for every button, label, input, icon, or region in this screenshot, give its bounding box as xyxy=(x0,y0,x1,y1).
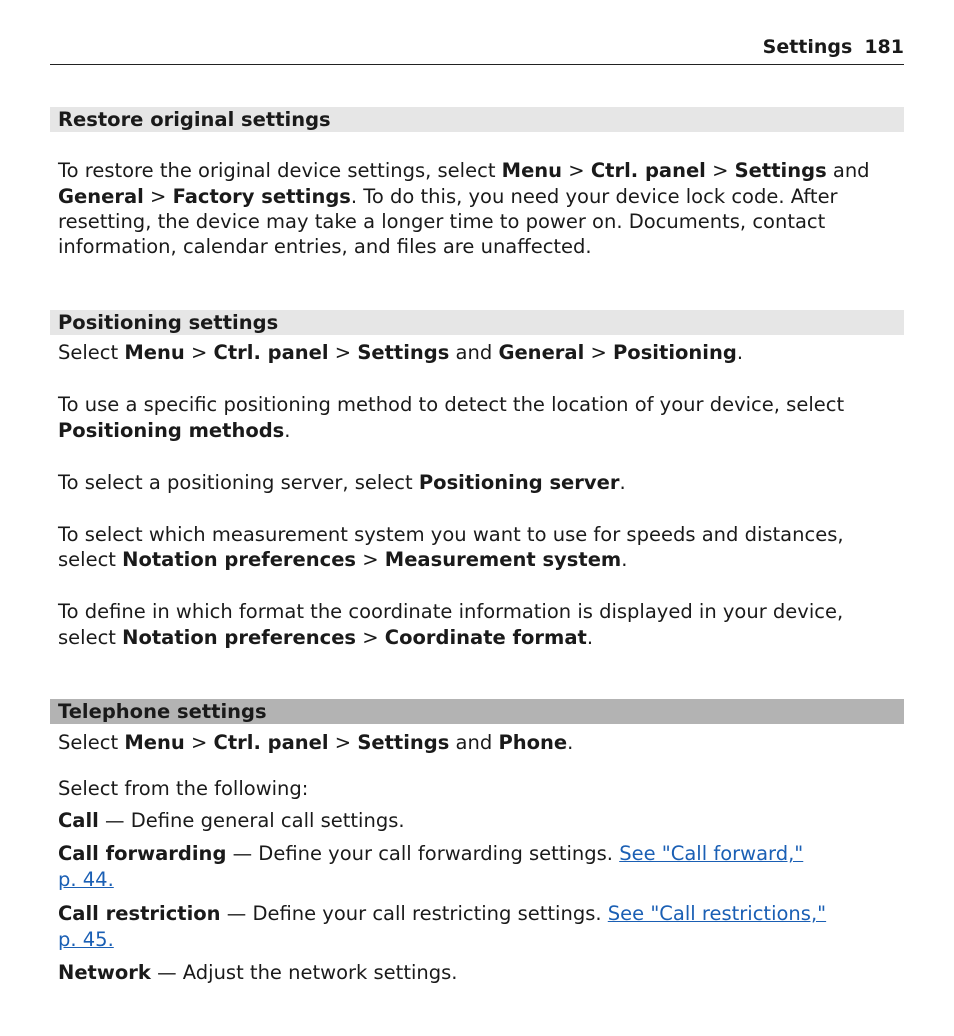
call-forward-link[interactable]: See "Call forward," xyxy=(619,842,804,865)
list-item-call: Call — Define general call settings. xyxy=(58,809,405,832)
section-heading-telephone xyxy=(50,699,904,724)
methods-line-2: Positioning methods. xyxy=(58,419,291,442)
telephone-path: Select Menu > Ctrl. panel > Settings and Phone. xyxy=(58,731,574,754)
list-item-call-forwarding: Call forwarding — Define your call forwarding settings. See "Call forward," xyxy=(58,842,804,865)
call-forward-page-link[interactable]: p. 44. xyxy=(58,868,114,891)
call-restrictions-page-link[interactable]: p. 45. xyxy=(58,928,114,951)
list-item-network: Network — Adjust the network settings. xyxy=(58,961,458,984)
coord-line-1: To define in which format the coordinate information is displayed in your device, xyxy=(58,600,844,623)
restore-line-1: To restore the original device settings, select Menu > Ctrl. panel > Settings and xyxy=(58,159,870,182)
heading-text: Restore original settings xyxy=(58,108,331,131)
page-number: 181 xyxy=(864,36,904,58)
heading-text: Positioning settings xyxy=(58,311,279,334)
measure-line-1: To select which measurement system you want to use for speeds and distances, xyxy=(58,523,844,546)
restore-line-2: General > Factory settings. To do this, you need your device lock code. After xyxy=(58,185,838,208)
telephone-intro: Select from the following: xyxy=(58,777,309,800)
restore-line-4: information, calendar entries, and files are unaffected. xyxy=(58,235,592,258)
restore-line-3: resetting, the device may take a longer time to power on. Documents, contact xyxy=(58,210,826,233)
list-item-call-forwarding-cont xyxy=(58,867,898,893)
page-header xyxy=(50,36,904,65)
list-item-call-restriction: Call restriction — Define your call restricting settings. See "Call restrictions," xyxy=(58,902,827,925)
coord-line-2: select Notation preferences > Coordinate format. xyxy=(58,626,594,649)
positioning-path: Select Menu > Ctrl. panel > Settings and General > Positioning. xyxy=(58,341,744,364)
measure-line-2: select Notation preferences > Measurement system. xyxy=(58,548,628,571)
call-restrictions-link[interactable]: See "Call restrictions," xyxy=(607,902,827,925)
server-line: To select a positioning server, select Positioning server. xyxy=(58,471,626,494)
section-heading-restore xyxy=(50,107,904,132)
list-item-call-restriction-cont xyxy=(58,927,898,953)
heading-text: Telephone settings xyxy=(58,700,267,723)
methods-line-1: To use a specific positioning method to detect the location of your device, select xyxy=(58,393,845,416)
section-heading-positioning xyxy=(50,310,904,335)
header-section: Settings xyxy=(762,36,853,58)
